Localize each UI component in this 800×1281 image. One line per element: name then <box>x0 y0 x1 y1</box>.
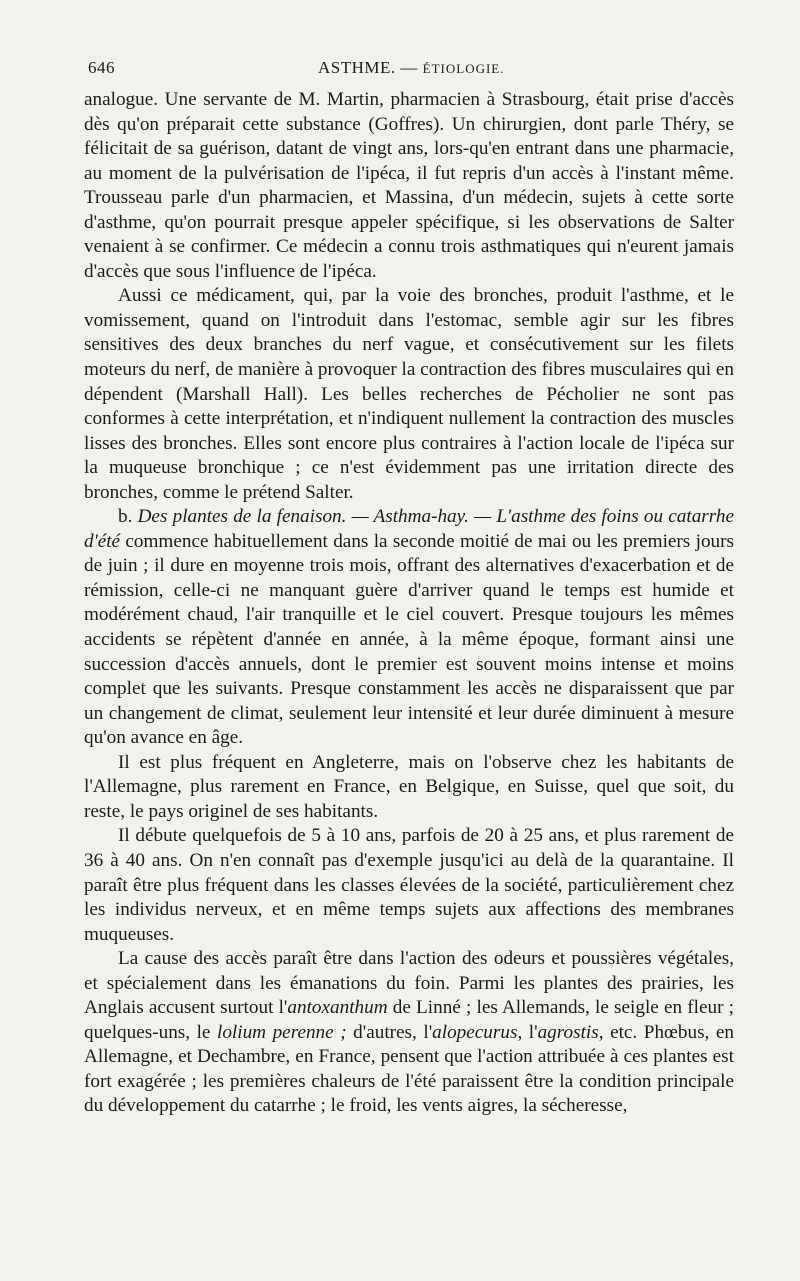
paragraph-age-onset: Il débute quelquefois de 5 à 10 ans, parfois de 20 à 25 ans, et plus rarement de 36 à 40 ans. On n'en connaît pas d'exemple jusqu'ici au delà de la quarantaine. Il paraît être plus fréquent dans les classes élevées de la société, particulièrement chez les individus nerveux, et en même temps sujets aux affections des membranes muqueuses. <box>84 825 734 945</box>
running-title <box>318 58 505 78</box>
paragraph-text: , l' <box>517 1021 538 1043</box>
paragraph-text: La cause des accès paraît être dans l'action des odeurs et poussières végétales, et spécialement dans les émanations du foin. Parmi les plantes des prairies, les Anglais accusent surtout l' <box>84 948 734 1019</box>
running-title-main: ASTHME. <box>318 58 396 77</box>
paragraph-text: commence habituellement dans la seconde moitié de mai ou les premiers jours de juin ; il dure en moyenne trois mois, offrant des alternatives d'exacerbation et de rémission, celle-ci ne manquant guère d'arriver quand le temps est humide et modérément chaud, l'air tranquille et le ciel couvert. Presque toujours les mêmes accidents se répètent d'année en année, à la même époque, formant ainsi une succession d'accès annuels, dont le premier est souvent moins intense et moins complet que les suivants. Presque constamment les accès ne disparaissent que par un changement de climat, seulement leur intensité et leur durée diminuent à mesure qu'on avance en âge. <box>84 530 734 749</box>
latin-term: antoxanthum <box>287 997 388 1019</box>
paragraph-ipeca-mechanism: Aussi ce médicament, qui, par la voie des bronches, produit l'asthme, et le vomissement, quand on l'introduit dans l'estomac, semble agir sur les fibres sensitives des deux branches du nerf vague, et consécutivement sur les filets moteurs du nerf, de manière à provoquer la contraction des fibres musculaires qui en dépendent (Marshall Hall). Les belles recherches de Pécholier ne sont pas conformes à cette interprétation, et n'indiquent nullement la contraction des muscles lisses des bronches. Elles sont encore plus contraires à l'action locale de l'ipéca sur la muqueuse bronchique ; ce n'est évidemment pas une irritation directe des bronches, comme le prétend Salter. <box>84 285 735 503</box>
paragraph-causes <box>84 947 734 1119</box>
section-heading-italic: Des plantes de la fenaison. — Asthma-hay. — L'asthme des foins ou catarrhe d'été <box>84 506 735 552</box>
paragraph-text: d'autres, l' <box>346 1021 433 1043</box>
page-number: 646 <box>88 58 115 77</box>
latin-term: lolium perenne ; <box>217 1021 347 1043</box>
paragraph-text: , etc. Phœbus, en Allemagne, et Dechambre, en France, pensent que l'action attribuée à ces plantes est fort exagérée ; les premières chaleurs de l'été paraissent être la condition principale du développement du catarrhe ; le froid, les vents aigres, la sécheresse, <box>84 1021 734 1117</box>
latin-term: agrostis <box>537 1021 599 1043</box>
section-letter: b. <box>118 506 138 528</box>
page-body <box>84 88 734 1119</box>
paragraph-text: de Linné ; les Allemands, le seigle en fleur ; quelques-uns, le <box>84 997 734 1043</box>
page-header <box>88 58 738 84</box>
running-title-separator: — <box>395 58 423 77</box>
running-title-section: ÉTIOLOGIE. <box>422 61 505 76</box>
paragraph-hay-asthma <box>84 505 734 750</box>
latin-term: alopecurus <box>432 1021 518 1043</box>
paragraph-geography: Il est plus fréquent en Angleterre, mais on l'observe chez les habitants de l'Allemagne, plus rarement en France, en Belgique, en Suisse, quel que soit, du reste, le pays originel de ses habitants. <box>84 751 734 822</box>
paragraph-continuation: analogue. Une servante de M. Martin, pharmacien à Strasbourg, était prise d'accès dès qu'on préparait cette substance (Goffres). Un chirurgien, dont parle Théry, se félicitait de sa guérison, datant de vingt ans, lors-qu'en entrant dans une pharmacie, au moment de la pulvérisation de l'ipéca, il fut repris d'un accès à l'instant même. Trousseau parle d'un pharmacien, et Massina, d'un médecin, sujets à cette sorte d'asthme, qu'on pourrait presque appeler spécifique, si les observations de Salter venaient à se confirmer. Ce médecin a connu trois asthmatiques qui n'eurent jamais d'accès que sous l'influence de l'ipéca. <box>84 89 734 282</box>
